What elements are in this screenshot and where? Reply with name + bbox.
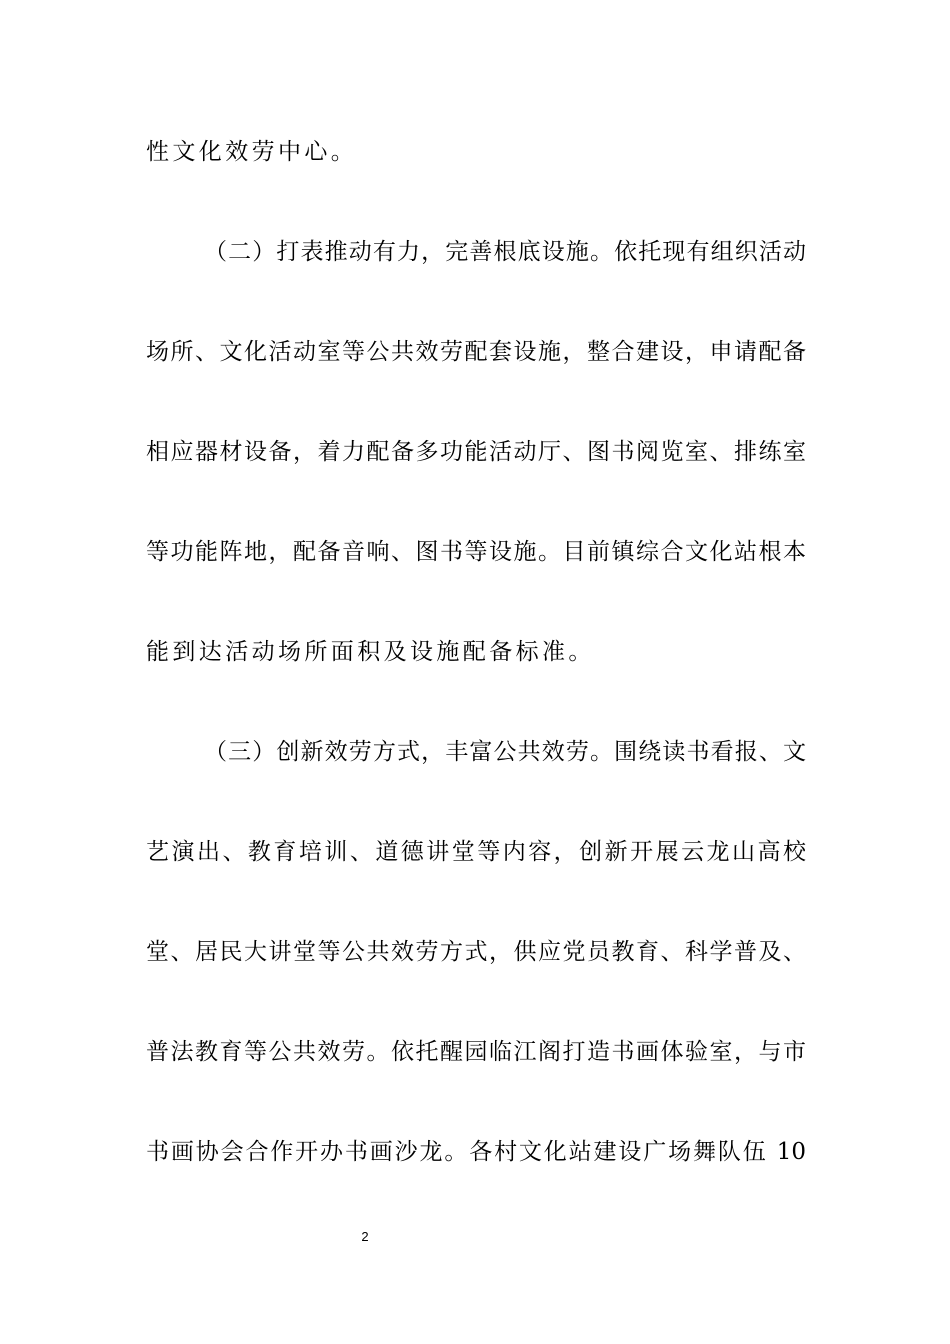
text-line-7: （三）创新效劳方式，丰富公共效劳。围绕读书看报、文 bbox=[204, 739, 806, 765]
text-line-4: 相应器材设备，着力配备多功能活动厅、图书阅览室、排练室 bbox=[146, 439, 806, 465]
text-line-1: 性文化效劳中心。 bbox=[146, 139, 358, 165]
text-line-11: 书画协会合作开办书画沙龙。各村文化站建设广场舞队伍 10 bbox=[146, 1139, 806, 1165]
page-number: 2 bbox=[361, 1229, 369, 1244]
text-line-2: （二）打表推动有力，完善根底设施。依托现有组织活动 bbox=[204, 239, 806, 265]
text-line-3: 场所、文化活动室等公共效劳配套设施，整合建设，申请配备 bbox=[146, 339, 806, 365]
text-line-10: 普法教育等公共效劳。依托醒园临江阁打造书画体验室，与市 bbox=[146, 1039, 806, 1065]
text-line-6: 能到达活动场所面积及设施配备标准。 bbox=[146, 639, 595, 665]
text-line-8: 艺演出、教育培训、道德讲堂等内容，创新开展云龙山高校 bbox=[146, 839, 806, 865]
text-line-9: 堂、居民大讲堂等公共效劳方式，供应党员教育、科学普及、 bbox=[146, 939, 806, 965]
text-line-5: 等功能阵地，配备音响、图书等设施。目前镇综合文化站根本 bbox=[146, 539, 806, 565]
